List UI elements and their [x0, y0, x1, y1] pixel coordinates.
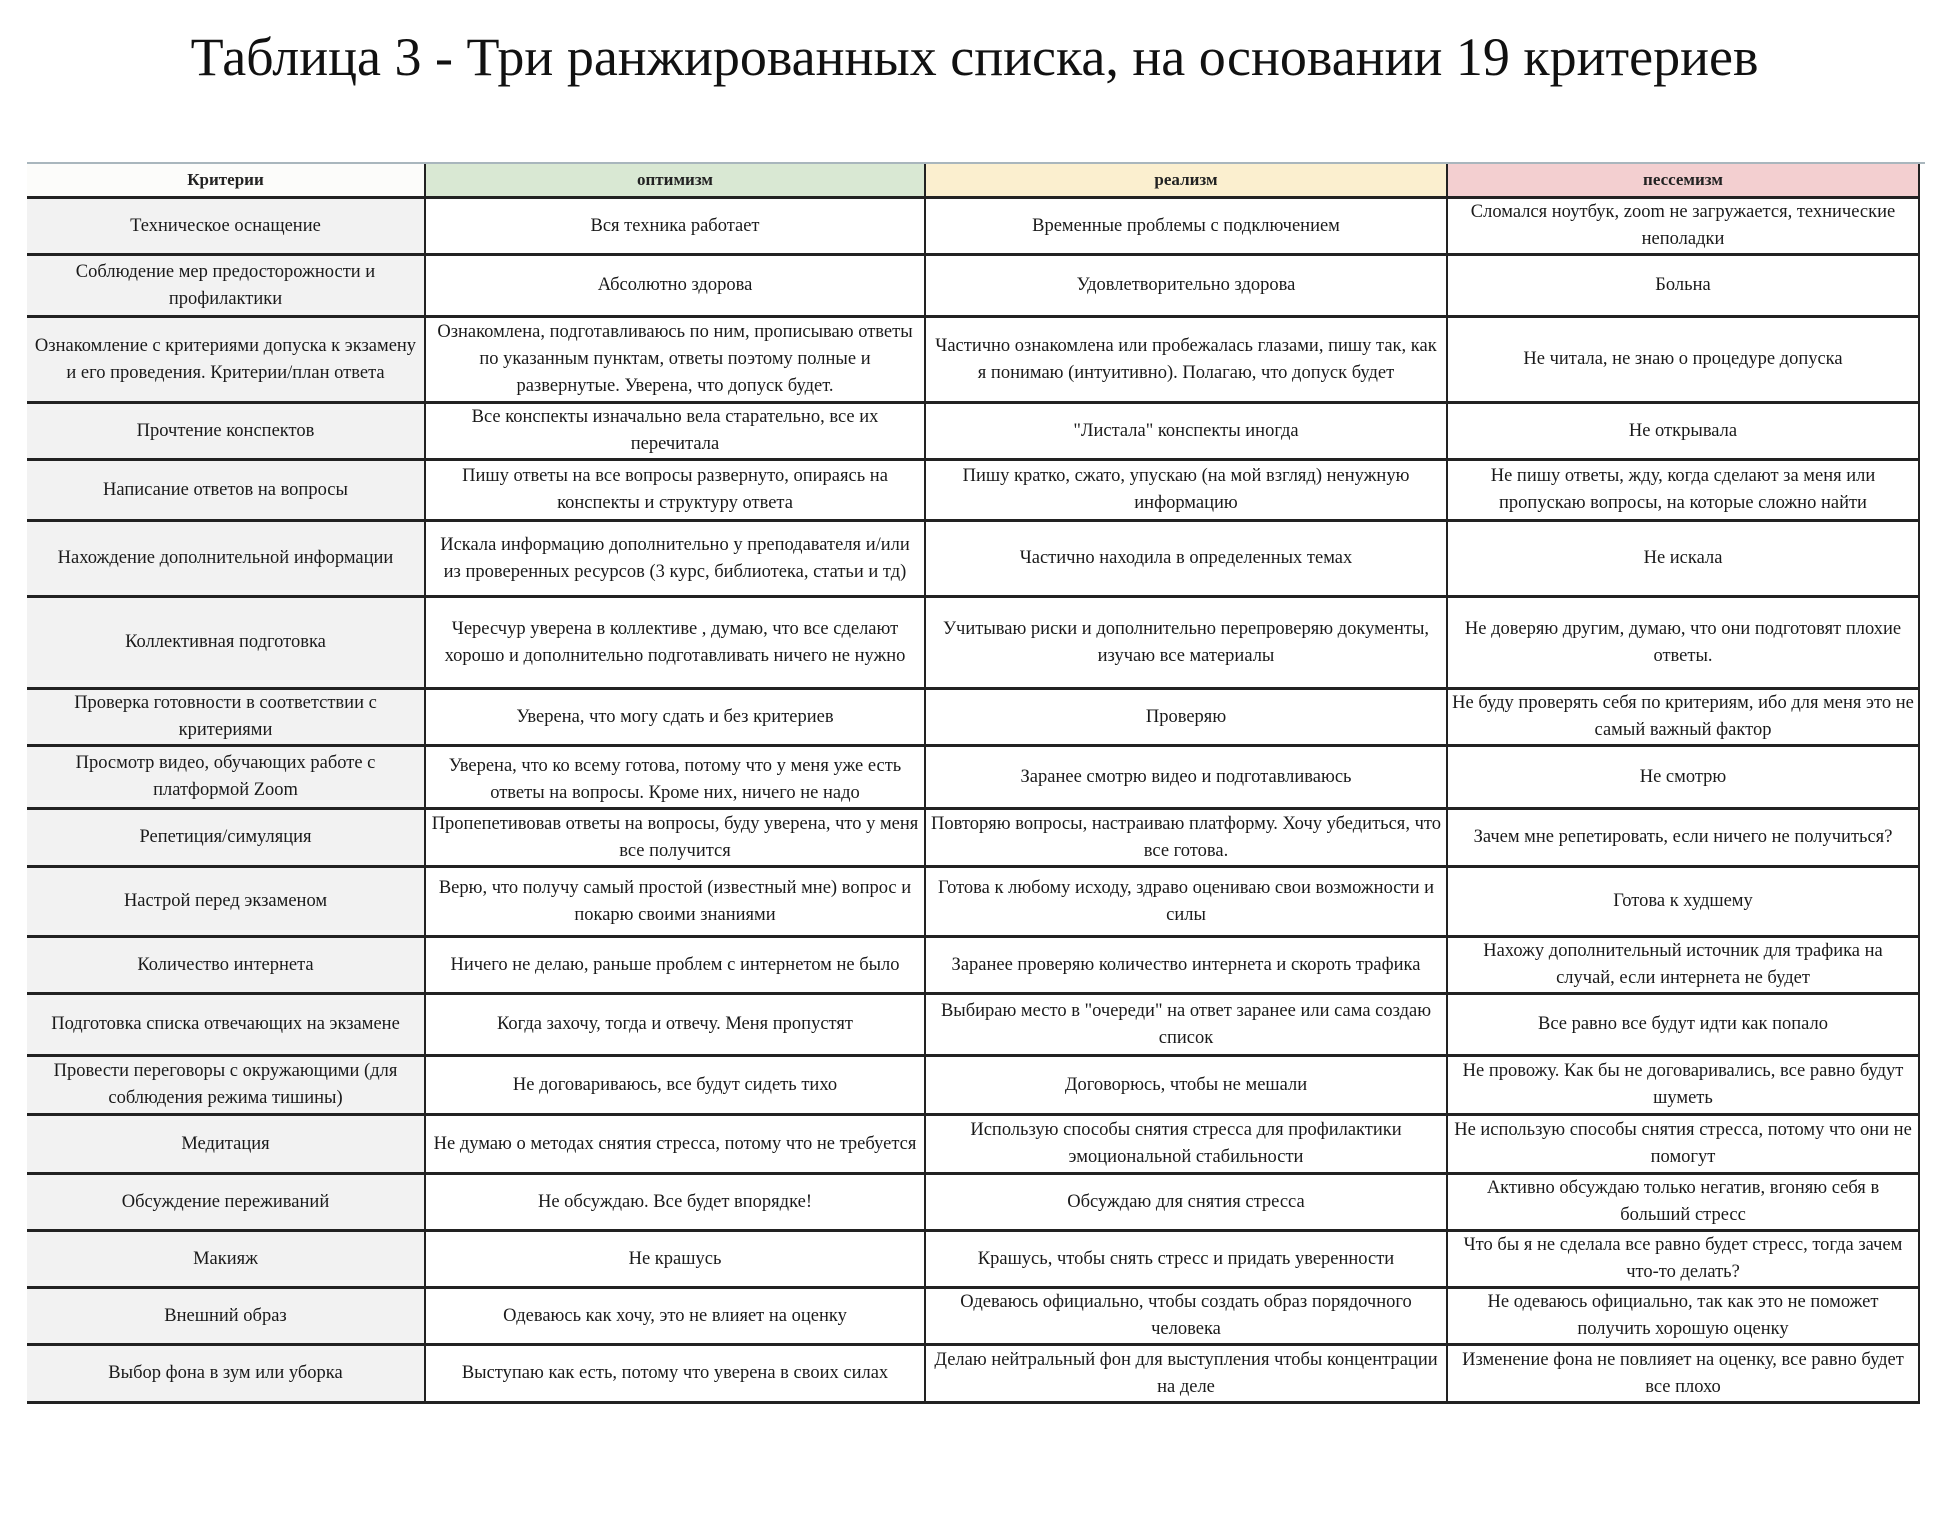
pessimism-cell-text: Не одеваюсь официально, так как это не поможет получить хорошую оценку [1487, 1292, 1879, 1339]
optimism-cell [425, 994, 925, 1056]
optimism-cell-text: Ничего не делаю, раньше проблем с интернетом не было [450, 954, 900, 975]
table-row [27, 689, 1919, 746]
optimism-cell-text: Не крашусь [628, 1248, 722, 1269]
realism-cell [925, 1056, 1447, 1115]
optimism-cell [425, 521, 925, 597]
criterion-cell [27, 746, 425, 809]
table-row [27, 1056, 1919, 1115]
optimism-cell [425, 1174, 925, 1231]
optimism-cell-text: Пропепетивовав ответы на вопросы, буду уверена, что у меня все получится [431, 813, 919, 861]
optimism-cell [425, 1288, 925, 1345]
criterion-cell-text: Нахождение дополнительной информации [57, 548, 394, 568]
criterion-cell-text: Написание ответов на вопросы [103, 479, 348, 500]
pessimism-cell-text: Не провожу. Как бы не договаривались, все равно будут шуметь [1462, 1061, 1904, 1108]
pessimism-cell-text: Больна [1655, 275, 1711, 295]
pessimism-cell-text: Сломался ноутбук, zoom не загружается, технические неполадки [1470, 202, 1896, 249]
pessimism-cell-text: Не читала, не знаю о процедуре допуска [1523, 349, 1843, 369]
pessimism-cell-text: Не искала [1643, 548, 1723, 568]
criterion-cell [27, 521, 425, 597]
pessimism-cell [1447, 597, 1919, 689]
optimism-cell-text: Уверена, что ко всему готова, потому что у меня уже есть ответы на вопросы. Кроме них, ничего не надо [448, 756, 902, 803]
optimism-cell [425, 255, 925, 317]
realism-cell-text: Заранее проверяю количество интернета и скороть трафика [951, 954, 1421, 975]
realism-cell [925, 255, 1447, 317]
optimism-cell [425, 460, 925, 521]
optimism-cell [425, 746, 925, 809]
criterion-cell-text: Медитация [181, 1133, 270, 1154]
criterion-cell [27, 403, 425, 460]
realism-cell [925, 937, 1447, 994]
criterion-cell-text: Просмотр видео, обучающих работе с платформой Zoom [75, 753, 376, 800]
pessimism-cell-text: Готова к худшему [1613, 891, 1753, 911]
table-row [27, 255, 1919, 317]
criterion-cell-text: Репетиция/симуляция [139, 827, 312, 847]
pessimism-cell [1447, 317, 1919, 403]
table-row [27, 521, 1919, 597]
pessimism-cell-text: Изменение фона не повлияет на оценку, все равно будет все плохо [1462, 1349, 1904, 1397]
table-row [27, 1231, 1919, 1288]
realism-cell [925, 867, 1447, 937]
realism-cell-text: Выбираю место в "очереди" на ответ заранее или сама создаю список [940, 1000, 1432, 1048]
criterion-cell [27, 867, 425, 937]
header-realism: реализм [925, 164, 1447, 198]
pessimism-cell [1447, 460, 1919, 521]
optimism-cell-text: Не обсуждаю. Все будет впорядке! [537, 1191, 812, 1212]
pessimism-cell-text: Не смотрю [1639, 766, 1727, 787]
realism-cell-text: Повторяю вопросы, настраиваю платформу. Хочу убедиться, что все готова. [931, 813, 1441, 861]
criterion-cell-text: Подготовка списка отвечающих на экзамене [51, 1014, 400, 1034]
realism-cell [925, 809, 1447, 867]
optimism-cell-text: Все конспекты изначально вела старательно, все их перечитала [471, 407, 879, 454]
realism-cell [925, 1174, 1447, 1231]
table-row [27, 403, 1919, 460]
criterion-cell [27, 1345, 425, 1403]
pessimism-cell-text: Зачем мне репетировать, если ничего не получиться? [1473, 827, 1893, 847]
pessimism-cell [1447, 1288, 1919, 1345]
criterion-cell [27, 1174, 425, 1231]
table-row [27, 937, 1919, 994]
table-row [27, 809, 1919, 867]
optimism-cell [425, 867, 925, 937]
optimism-cell [425, 403, 925, 460]
pessimism-cell-text: Все равно все будут идти как попало [1537, 1014, 1828, 1034]
criterion-cell [27, 1056, 425, 1115]
pessimism-cell-text: Не доверяю другим, думаю, что они подготовят плохие ответы. [1464, 618, 1902, 666]
realism-cell [925, 317, 1447, 403]
optimism-cell [425, 1231, 925, 1288]
realism-cell [925, 198, 1447, 255]
criterion-cell-text: Количество интернета [137, 954, 314, 975]
realism-cell-text: Проверяю [1145, 706, 1227, 727]
optimism-cell-text: Вся техника работает [590, 215, 760, 236]
table-row [27, 867, 1919, 937]
realism-cell-text: Учитываю риски и дополнительно перепроверяю документы, изучаю все материалы [942, 618, 1430, 666]
optimism-cell-text: Одеваюсь как хочу, это не влияет на оценку [503, 1305, 847, 1326]
criterion-cell-text: Техническое оснащение [130, 215, 321, 236]
pessimism-cell [1447, 198, 1919, 255]
optimism-cell-text: Пишу ответы на все вопросы развернуто, опираясь на конспекты и структуру ответа [462, 466, 888, 513]
realism-cell-text: "Листала" конспекты иногда [1073, 420, 1299, 441]
optimism-cell-text: Чересчур уверена в коллективе , думаю, что все сделают хорошо и дополнительно подготавливать ничего не нужно [444, 618, 906, 666]
pessimism-cell [1447, 937, 1919, 994]
criterion-cell [27, 1115, 425, 1174]
realism-cell-text: Крашусь, чтобы снять стресс и придать уверенности [977, 1248, 1395, 1269]
criterion-cell-text: Провести переговоры с окружающими (для соблюдения режима тишины) [53, 1061, 398, 1108]
criterion-cell-text: Ознакомление с критериями допуска к экзамену и его проведения. Критерии/план ответа [34, 335, 417, 383]
criterion-cell [27, 809, 425, 867]
criterion-cell-text: Выбор фона в зум или уборка [108, 1363, 343, 1383]
optimism-cell-text: Когда захочу, тогда и отвечу. Меня пропустят [497, 1014, 853, 1034]
criterion-cell [27, 460, 425, 521]
criterion-cell [27, 597, 425, 689]
table-body [27, 198, 1919, 1403]
optimism-cell-text: Не договариваюсь, все будут сидеть тихо [512, 1074, 838, 1095]
optimism-cell [425, 809, 925, 867]
table-row [27, 460, 1919, 521]
table-row [27, 1345, 1919, 1403]
criterion-cell-text: Обсуждение переживаний [121, 1191, 330, 1212]
criterion-cell-text: Соблюдение мер предосторожности и профилактики [75, 261, 376, 309]
criterion-cell [27, 937, 425, 994]
realism-cell [925, 403, 1447, 460]
table-row [27, 746, 1919, 809]
optimism-cell [425, 689, 925, 746]
realism-cell [925, 521, 1447, 597]
table-row [27, 1288, 1919, 1345]
optimism-cell-text: Ознакомлена, подготавливаюсь по ним, прописываю ответы по указанным пунктам, ответы поэтому полные и развернутые. Уверена, что допуск будет. [437, 322, 913, 396]
realism-cell [925, 1288, 1447, 1345]
pessimism-cell [1447, 1115, 1919, 1174]
ranked-lists-table [27, 164, 1920, 1404]
realism-cell-text: Обсуждаю для снятия стресса [1067, 1191, 1305, 1212]
pessimism-cell [1447, 1345, 1919, 1403]
optimism-cell-text: Искала информацию дополнительно у преподавателя и/или из проверенных ресурсов (3 курс, библиотека, статьи и тд) [440, 534, 910, 582]
pessimism-cell [1447, 255, 1919, 317]
realism-cell-text: Удовлетворительно здорова [1076, 275, 1296, 295]
pessimism-cell-text: Не пишу ответы, жду, когда сделают за меня или пропускаю вопросы, на которые сложно найти [1490, 466, 1876, 513]
pessimism-cell [1447, 1174, 1919, 1231]
realism-cell-text: Договорюсь, чтобы не мешали [1064, 1074, 1308, 1095]
pessimism-cell-text: Не буду проверять себя по критериям, ибо для меня это не самый важный фактор [1452, 693, 1914, 740]
criterion-cell-text: Проверка готовности в соответствии с критериями [74, 693, 377, 740]
pessimism-cell [1447, 1231, 1919, 1288]
pessimism-cell-text: Что бы я не сделала все равно будет стресс, тогда зачем что-то делать? [1463, 1235, 1903, 1282]
optimism-cell-text: Верю, что получу самый простой (известный мне) вопрос и покарю своими знаниями [438, 877, 912, 925]
pessimism-cell [1447, 689, 1919, 746]
optimism-cell [425, 198, 925, 255]
criterion-cell [27, 317, 425, 403]
realism-cell [925, 1345, 1447, 1403]
pessimism-cell [1447, 994, 1919, 1056]
optimism-cell [425, 937, 925, 994]
criterion-cell [27, 994, 425, 1056]
criterion-cell-text: Настрой перед экзаменом [123, 891, 328, 911]
pessimism-cell-text: Не открывала [1628, 420, 1738, 441]
optimism-cell-text: Не думаю о методах снятия стресса, потому что не требуется [433, 1133, 917, 1154]
header-pessimism: пессемизм [1447, 164, 1919, 198]
realism-cell [925, 994, 1447, 1056]
table-row [27, 1174, 1919, 1231]
criterion-cell [27, 689, 425, 746]
realism-cell-text: Готова к любому исходу, здраво оцениваю свои возможности и силы [938, 877, 1434, 925]
table-row [27, 994, 1919, 1056]
realism-cell-text: Делаю нейтральный фон для выступления чтобы концентрации на деле [934, 1349, 1438, 1397]
criterion-cell-text: Прочтение конспектов [136, 420, 315, 441]
page-title: Таблица 3 - Три ранжированных списка, на основании 19 критериев [190, 27, 1759, 87]
realism-cell [925, 597, 1447, 689]
realism-cell [925, 746, 1447, 809]
realism-cell-text: Использую способы снятия стресса для профилактики эмоциональной стабильности [970, 1120, 1402, 1167]
criterion-cell [27, 1288, 425, 1345]
criterion-cell-text: Коллективная подготовка [125, 632, 326, 652]
optimism-cell-text: Выступаю как есть, потому что уверена в своих силах [461, 1363, 889, 1383]
optimism-cell [425, 1056, 925, 1115]
pessimism-cell [1447, 403, 1919, 460]
pessimism-cell [1447, 867, 1919, 937]
optimism-cell [425, 317, 925, 403]
table-row [27, 198, 1919, 255]
pessimism-cell [1447, 521, 1919, 597]
realism-cell [925, 1115, 1447, 1174]
pessimism-cell [1447, 809, 1919, 867]
pessimism-cell [1447, 746, 1919, 809]
realism-cell-text: Временные проблемы с подключением [1032, 215, 1340, 236]
table-row [27, 1115, 1919, 1174]
optimism-cell [425, 1345, 925, 1403]
criterion-cell-text: Макияж [193, 1248, 258, 1269]
realism-cell-text: Одеваюсь официально, чтобы создать образ порядочного человека [960, 1292, 1412, 1339]
pessimism-cell [1447, 1056, 1919, 1115]
realism-cell [925, 460, 1447, 521]
realism-cell [925, 689, 1447, 746]
optimism-cell-text: Абсолютно здорова [597, 275, 753, 295]
pessimism-cell-text: Не использую способы снятия стресса, потому что они не помогут [1454, 1120, 1912, 1167]
criterion-cell [27, 1231, 425, 1288]
table-row [27, 317, 1919, 403]
optimism-cell-text: Уверена, что могу сдать и без критериев [516, 706, 834, 727]
criterion-cell [27, 198, 425, 255]
optimism-cell [425, 597, 925, 689]
table-header-row [27, 164, 1919, 198]
realism-cell [925, 1231, 1447, 1288]
criterion-cell [27, 255, 425, 317]
header-criteria: Критерии [27, 164, 425, 198]
realism-cell-text: Частично находила в определенных темах [1019, 548, 1353, 568]
realism-cell-text: Заранее смотрю видео и подготавливаюсь [1020, 766, 1352, 787]
criterion-cell-text: Внешний образ [164, 1305, 287, 1326]
optimism-cell [425, 1115, 925, 1174]
realism-cell-text: Частично ознакомлена или пробежалась глазами, пишу так, как я понимаю (интуитивно). Полагаю, что допуск будет [935, 335, 1437, 383]
pessimism-cell-text: Активно обсуждаю только негатив, вгоняю себя в больший стресс [1486, 1178, 1880, 1225]
realism-cell-text: Пишу кратко, сжато, упускаю (на мой взгляд) ненужную информацию [962, 466, 1410, 513]
table-row [27, 597, 1919, 689]
header-optimism: оптимизм [425, 164, 925, 198]
pessimism-cell-text: Нахожу дополнительный источник для трафика на случай, если интернета не будет [1483, 941, 1883, 988]
